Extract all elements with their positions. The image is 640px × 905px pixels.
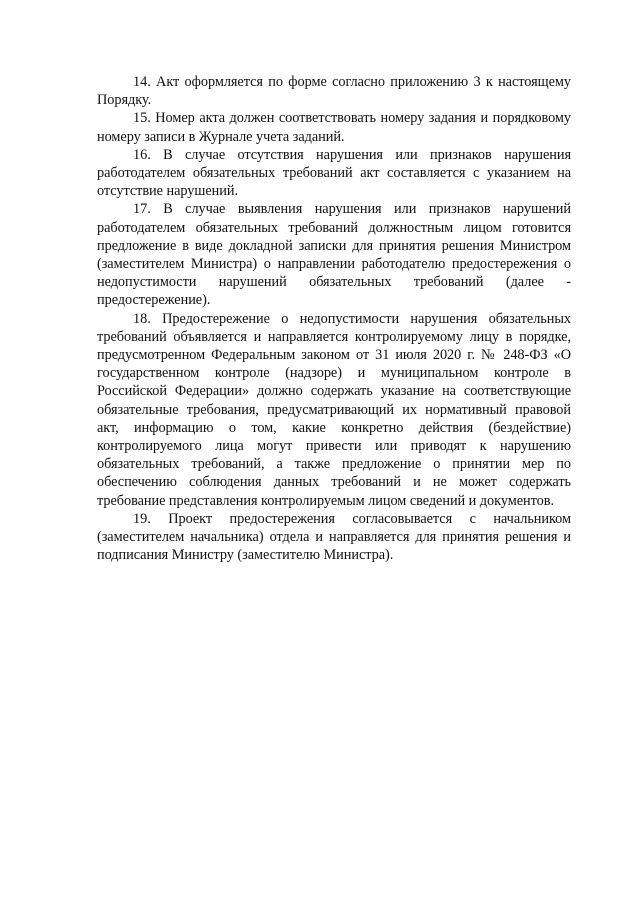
- paragraph-19: 19. Проект предостережения согласовывается с начальником (заместителем начальника) отдела и направляется для принятия решения и подписания Министру (заместителю Министра).: [97, 510, 571, 564]
- paragraph-14: 14. Акт оформляется по форме согласно приложению 3 к настоящему Порядку.: [97, 74, 571, 109]
- paragraph-17: 17. В случае выявления нарушения или признаков нарушений работодателем обязательных требований должностным лицом готовится предложение в виде докладной записки для принятия решения Министром (заместителем Министра) о направлении работодателю предостережения о недопустимости нарушений обязательных требований (далее - предостережение).: [97, 201, 571, 309]
- paragraph-16: 16. В случае отсутствия нарушения или признаков нарушения работодателем обязательных требований акт составляется с указанием на отсутствие нарушений.: [97, 146, 571, 200]
- paragraph-18: 18. Предостережение о недопустимости нарушения обязательных требований объявляется и направляется контролируемому лицу в порядке, предусмотренном Федеральным законом от 31 июля 2020 г. № 248-ФЗ «О государственном контроле (надзоре) и муниципальном контроле в Российской Федерации» должно содержать указание на соответствующие обязательные требования, предусматривающий их нормативный правовой акт, информацию о том, какие конкретно действия (бездействие) контролируемого лица могут привести или приводят к нарушению обязательных требований, а также предложение о принятии мер по обеспечению соблюдения данных требований и не может содержать требование представления контролируемым лицом сведений и документов.: [97, 310, 571, 509]
- paragraph-15: 15. Номер акта должен соответствовать номеру задания и порядковому номеру записи в Журнале учета заданий.: [97, 110, 571, 145]
